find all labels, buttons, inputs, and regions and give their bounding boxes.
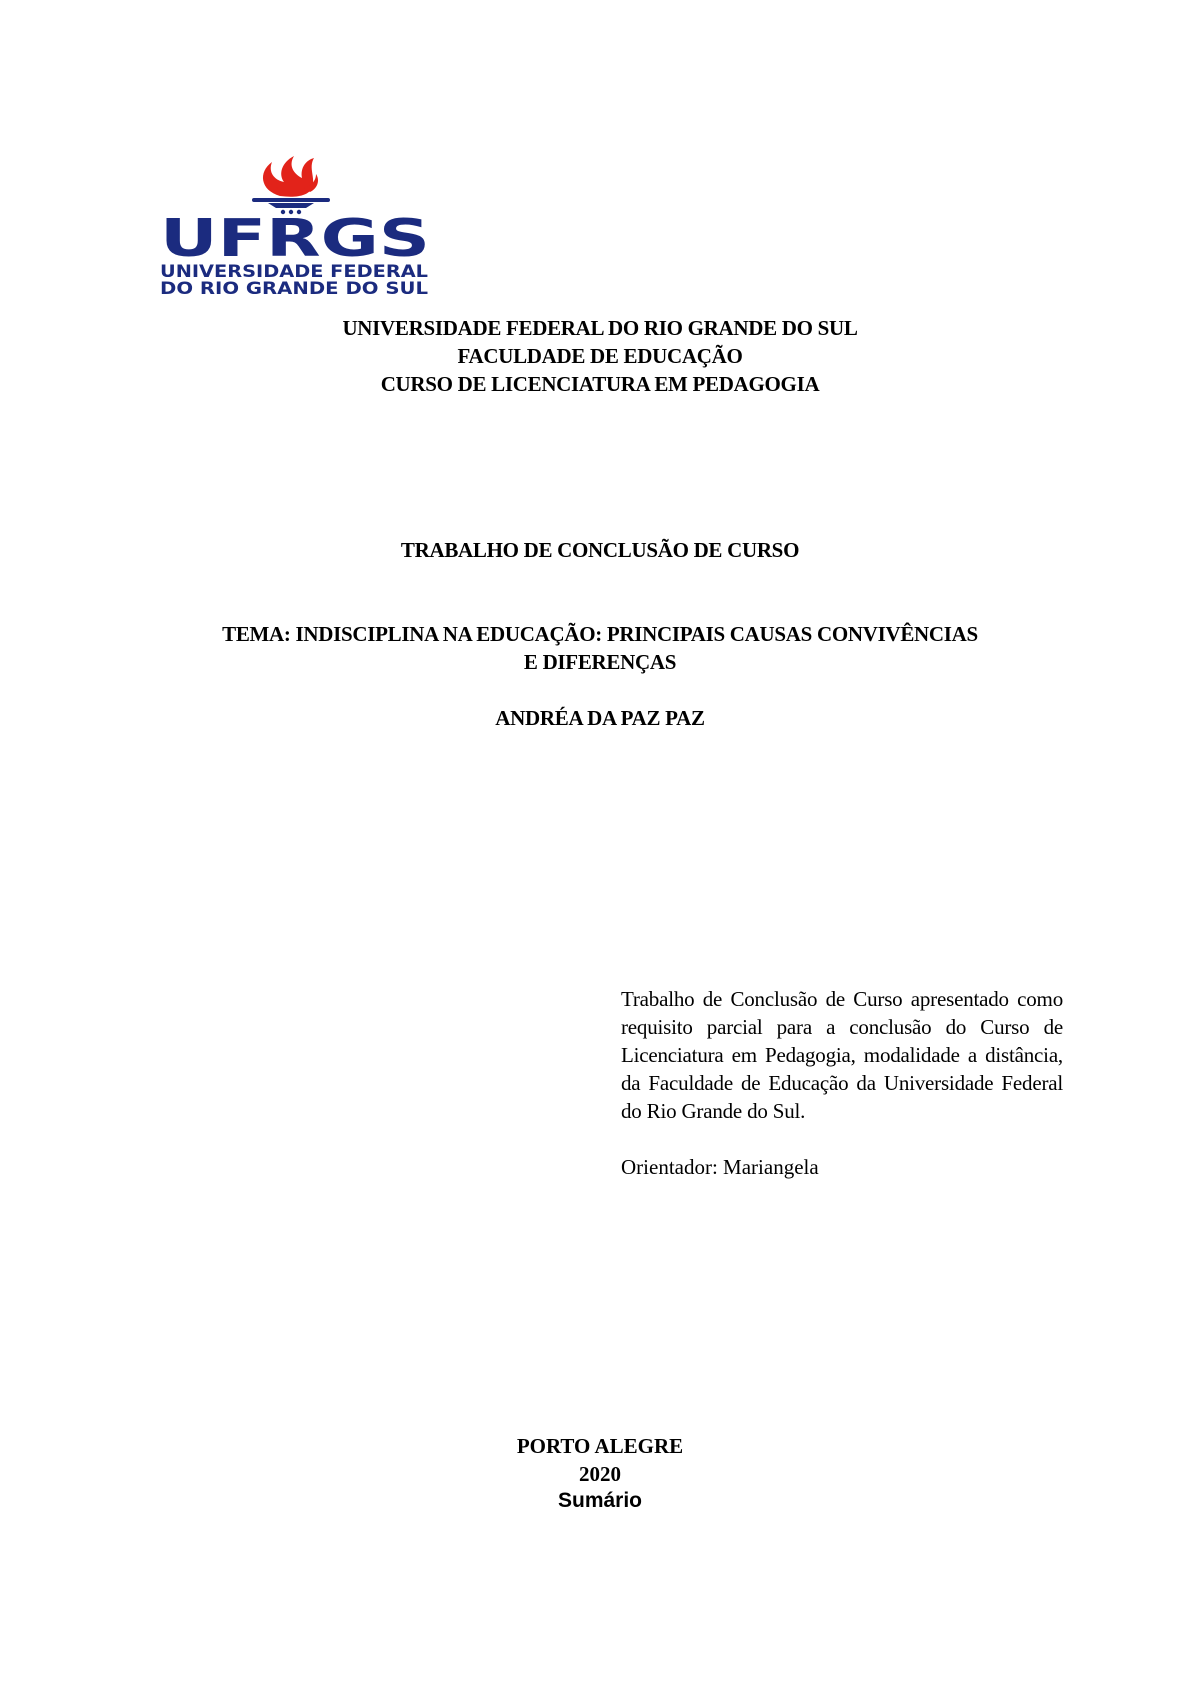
logo-line2: DO RIO GRANDE DO SUL [160, 279, 429, 299]
advisor-line: Orientador: Mariangela [621, 1155, 819, 1179]
theme-line-1: TEMA: INDISCIPLINA NA EDUCAÇÃO: PRINCIPAIS CAUSAS CONVIVÊNCIAS [222, 622, 978, 646]
ufrgs-logo [160, 152, 432, 304]
institution-header [0, 314, 1200, 398]
footer [0, 1432, 1200, 1488]
theme-title [130, 620, 1070, 676]
author-name: ANDRÉA DA PAZ PAZ [495, 706, 705, 730]
ufrgs-logo-graphic [160, 152, 432, 304]
torch-flame-icon [263, 156, 318, 197]
year: 2020 [579, 1462, 621, 1486]
logo-wordmark: UFRGS [160, 209, 430, 269]
university-name: UNIVERSIDADE FEDERAL DO RIO GRANDE DO SUL [342, 316, 858, 340]
theme-line-2: E DIFERENÇAS [523, 650, 677, 674]
city: PORTO ALEGRE [516, 1434, 684, 1458]
document-type: TRABALHO DE CONCLUSÃO DE CURSO [400, 538, 800, 562]
sumario-heading: Sumário [557, 1489, 643, 1512]
logo-line1: UNIVERSIDADE FEDERAL [160, 262, 429, 282]
work-description: Trabalho de Conclusão de Curso apresentado como requisito parcial para a conclusão do Curso de Licenciatura em Pedagogia, modalidade a distância, da Faculdade de Educação da Universidade Federal do Rio Grande do Sul. [621, 987, 1063, 1123]
faculty-name: FACULDADE DE EDUCAÇÃO [457, 344, 743, 368]
course-name: CURSO DE LICENCIATURA EM PEDAGOGIA [380, 372, 820, 396]
